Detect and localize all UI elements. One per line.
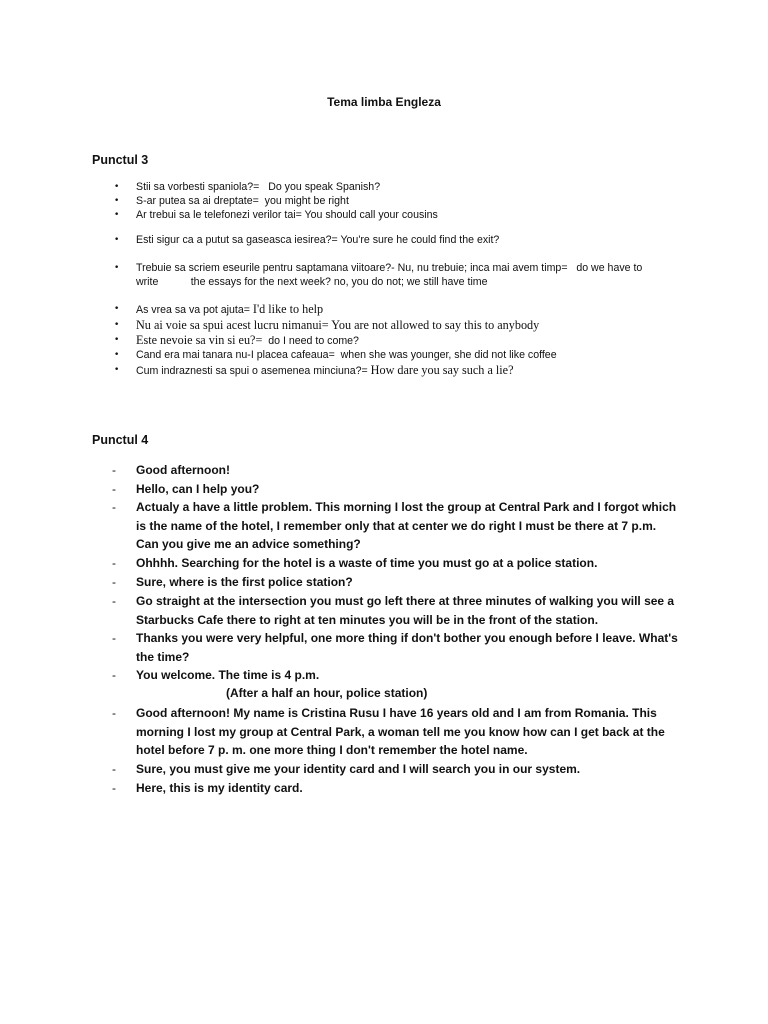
dash-marker: - bbox=[112, 500, 116, 514]
dialogue-text: Here, this is my identity card. bbox=[136, 781, 303, 795]
dash-marker: - bbox=[112, 575, 116, 589]
list-item-text-english: How dare you say such a lie? bbox=[370, 363, 514, 377]
dialogue-text: Sure, where is the first police station? bbox=[136, 575, 353, 589]
dash-marker: - bbox=[112, 668, 116, 682]
dash-marker: - bbox=[112, 706, 116, 720]
dialogue-text-line-2: is the name of the hotel, I remember only that at center we do right I must be there at 7 p.m. bbox=[136, 518, 657, 533]
dialogue-text: Ohhhh. Searching for the hotel is a waste of time you must go at a police station. bbox=[136, 556, 598, 570]
bullet-icon: • bbox=[114, 182, 120, 192]
list-item-text: Stii sa vorbesti spaniola?= Do you speak Spanish? bbox=[136, 181, 381, 193]
bullet-icon: • bbox=[114, 320, 120, 330]
dash-marker: - bbox=[112, 762, 116, 776]
dialogue-text-line-2: the time? bbox=[136, 649, 190, 664]
bullet-icon: • bbox=[114, 350, 120, 360]
bullet-icon: • bbox=[114, 335, 120, 345]
dialogue-text-line-1: Actualy a have a little problem. This morning I lost the group at Central Park and I forgot which bbox=[136, 500, 677, 514]
list-item-text: S-ar putea sa ai dreptate= you might be right bbox=[136, 195, 349, 207]
list-item-text: Cand era mai tanara nu-I placea cafeaua= when she was younger, she did not like coffee bbox=[136, 349, 557, 361]
dash-marker: - bbox=[112, 463, 116, 477]
list-item-text-english: I'd like to help bbox=[252, 302, 324, 316]
list-item-text-romanian: Este nevoie sa vin si eu?= bbox=[136, 333, 263, 347]
bullet-icon: • bbox=[114, 235, 120, 245]
dash-marker: - bbox=[112, 594, 116, 608]
section-heading-punctul-3: Punctul 3 bbox=[92, 153, 149, 167]
list-item-text-english: do I need to come? bbox=[262, 335, 359, 347]
dialogue-text-line-3: hotel before 7 p. m. one more thing I don't remember the hotel name. bbox=[136, 743, 528, 758]
bullet-icon: • bbox=[114, 263, 120, 273]
bullet-icon: • bbox=[114, 196, 120, 206]
dash-marker: - bbox=[112, 781, 116, 795]
list-item-text-romanian: As vrea sa va pot ajuta= bbox=[136, 304, 253, 316]
dialogue-text: Hello, can I help you? bbox=[136, 482, 260, 496]
dialogue-text: Good afternoon! bbox=[136, 463, 230, 477]
list-item-text: Ar trebui sa le telefonezi verilor tai= You should call your cousins bbox=[136, 209, 438, 221]
dash-marker: - bbox=[112, 631, 116, 645]
dialogue-text-line-1: Good afternoon! My name is Cristina Rusu I have 16 years old and I am from Romania. This bbox=[136, 706, 657, 720]
dialogue-text: You welcome. The time is 4 p.m. bbox=[136, 668, 320, 682]
dialogue-text-line-2: morning I lost my group at Central Park, a woman tell me you know how can I get back at the bbox=[136, 724, 665, 739]
dialogue-text: Sure, you must give me your identity card and I will search you in our system. bbox=[136, 762, 581, 776]
dialogue-text-line-3: Can you give me an advice something? bbox=[136, 537, 361, 552]
dialogue-text-line-1: Go straight at the intersection you must go left there at three minutes of walking you will see a bbox=[136, 594, 675, 608]
list-item-text: Esti sigur ca a putut sa gaseasca iesirea?= You're sure he could find the exit? bbox=[136, 234, 500, 246]
section-heading-punctul-4: Punctul 4 bbox=[92, 433, 149, 447]
dash-marker: - bbox=[112, 556, 116, 570]
list-item-text-line-1: Trebuie sa scriem eseurile pentru saptamana viitoare?- Nu, nu trebuie; inca mai avem timp= do we have to bbox=[136, 262, 643, 274]
list-item-text-romanian: Cum indraznesti sa spui o asemenea minciuna?= bbox=[136, 365, 371, 377]
list-item-text: Nu ai voie sa spui acest lucru nimanui= You are not allowed to say this to anybody bbox=[136, 318, 540, 332]
bullet-icon: • bbox=[114, 365, 120, 375]
document-title: Tema limba Engleza bbox=[327, 95, 441, 109]
bullet-icon: • bbox=[114, 304, 120, 314]
dash-marker: - bbox=[112, 482, 116, 496]
list-item-text-line-2: write the essays for the next week? no, you do not; we still have time bbox=[136, 275, 488, 288]
scene-note: (After a half an hour, police station) bbox=[226, 686, 428, 700]
dialogue-text-line-1: Thanks you were very helpful, one more thing if don't bother you enough before I leave. What's bbox=[136, 631, 678, 645]
bullet-icon: • bbox=[114, 210, 120, 220]
dialogue-text-line-2: Starbucks Cafe there to right at ten minutes you will be in the front of the station. bbox=[136, 612, 599, 627]
